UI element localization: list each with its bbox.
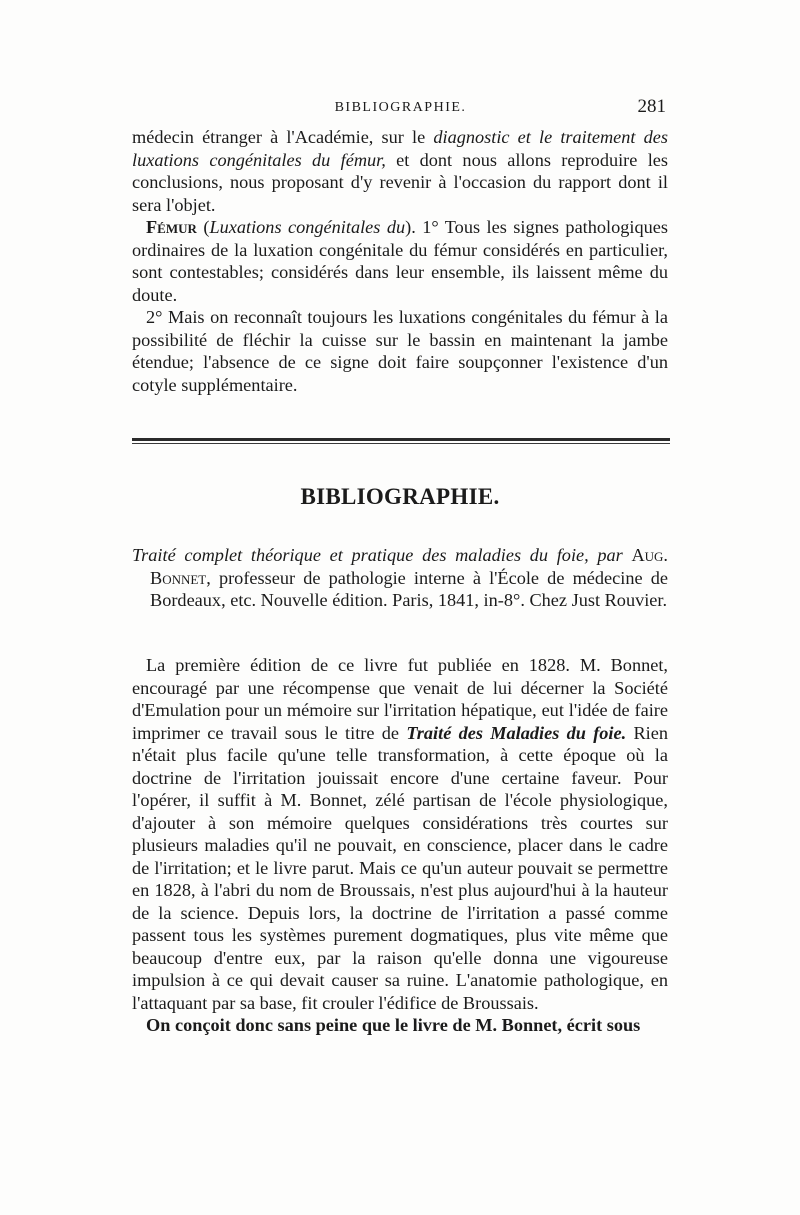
- section-divider: [132, 438, 670, 446]
- divider-thin-line: [132, 443, 670, 444]
- section-heading: BIBLIOGRAPHIE.: [300, 484, 500, 509]
- author-name: Aug. Bonnet: [150, 545, 668, 588]
- italic-title: diagnostic et le traitement des luxations congénitales du fémur,: [132, 127, 668, 170]
- book-citation: [132, 544, 668, 612]
- paragraph-sign: 2° Mais on reconnaît toujours les luxations congénitales du fémur à la possibilité de fléchir la cuisse sur le bassin en maintenant la jambe étendue; l'absence de ce signe doit faire soupçonner l'existence d'un cotyle supplémentaire.: [132, 307, 668, 395]
- text-span: et dont nous allons reproduire les conclusions, nous proposant d'y revenir à l'occasion du rapport dont il sera l'objet.: [132, 149, 668, 215]
- text-span: La première édition de ce livre fut publiée en 1828. M. Bonnet, encouragé par une récompense que venait de lui décerner la Société d'Emulation pour un mémoire sur l'irritation hépatique, eut l'idée de faire imprimer ce travail sous le titre de: [132, 655, 668, 743]
- entry-keyword: Fémur: [146, 217, 197, 237]
- paragraph-femur: [132, 216, 668, 306]
- divider-thick-line: [132, 438, 670, 441]
- paragraph-continued: [132, 126, 668, 216]
- citation-text: [132, 544, 668, 612]
- italic-entry: Luxations congénitales du: [209, 217, 406, 237]
- review-paragraph: [132, 654, 668, 1014]
- review-body: [132, 654, 668, 1037]
- review-paragraph-next: On conçoit donc sans peine que le livre de M. Bonnet, écrit sous: [146, 1015, 641, 1035]
- text-span: Rien n'était plus facile qu'une telle transformation, à cette époque où la doctrine de l'irritation jouissait encore d'une certaine faveur. Pour l'opérer, il suffit à M. Bonnet, zélé partisan de l'école physiologique, d'ajouter à son mémoire quelques considérations très courtes sur plusieurs maladies qu'il ne pouvait, en conscience, placer dans le cadre de l'irritation; et le livre parut. Mais ce qu'un auteur pouvait se permettre en 1828, à l'abri du nom de Broussais, n'est plus aujourd'hui à la hauteur de la science. Depuis lors, la doctrine de l'irritation a passé comme passent tous les systèmes purement dogmatiques, plus vite même que beaucoup d'entre eux, par la raison qu'elle donna une vigoureuse impulsion à ce qui devait causer sa ruine. L'anatomie pathologique, en l'attaquant par sa base, fit crouler l'édifice de Broussais.: [132, 722, 668, 1013]
- page-number: 281: [637, 96, 666, 117]
- italic-book-title: Traité des Maladies du foie.: [406, 722, 627, 743]
- text-span: (: [196, 217, 210, 237]
- running-title: BIBLIOGRAPHIE.: [334, 100, 467, 115]
- text-span: médecin étranger à l'Académie, sur le: [132, 127, 434, 147]
- book-title: Traité complet théorique et pratique des maladies du foie, par: [132, 545, 623, 565]
- text-span: ). 1° Tous les signes pathologiques ordinaires de la luxation congénitale du fémur considérés en particulier, sont contestables; considérés dans leur ensemble, ils laissent même du doute.: [132, 217, 668, 305]
- continued-text-block: [132, 126, 668, 396]
- citation-rest: , professeur de pathologie interne à l'École de médecine de Bordeaux, etc. Nouvelle édition. Paris, 1841, in-8°. Chez Just Rouvier.: [150, 567, 668, 610]
- running-header: [133, 96, 668, 120]
